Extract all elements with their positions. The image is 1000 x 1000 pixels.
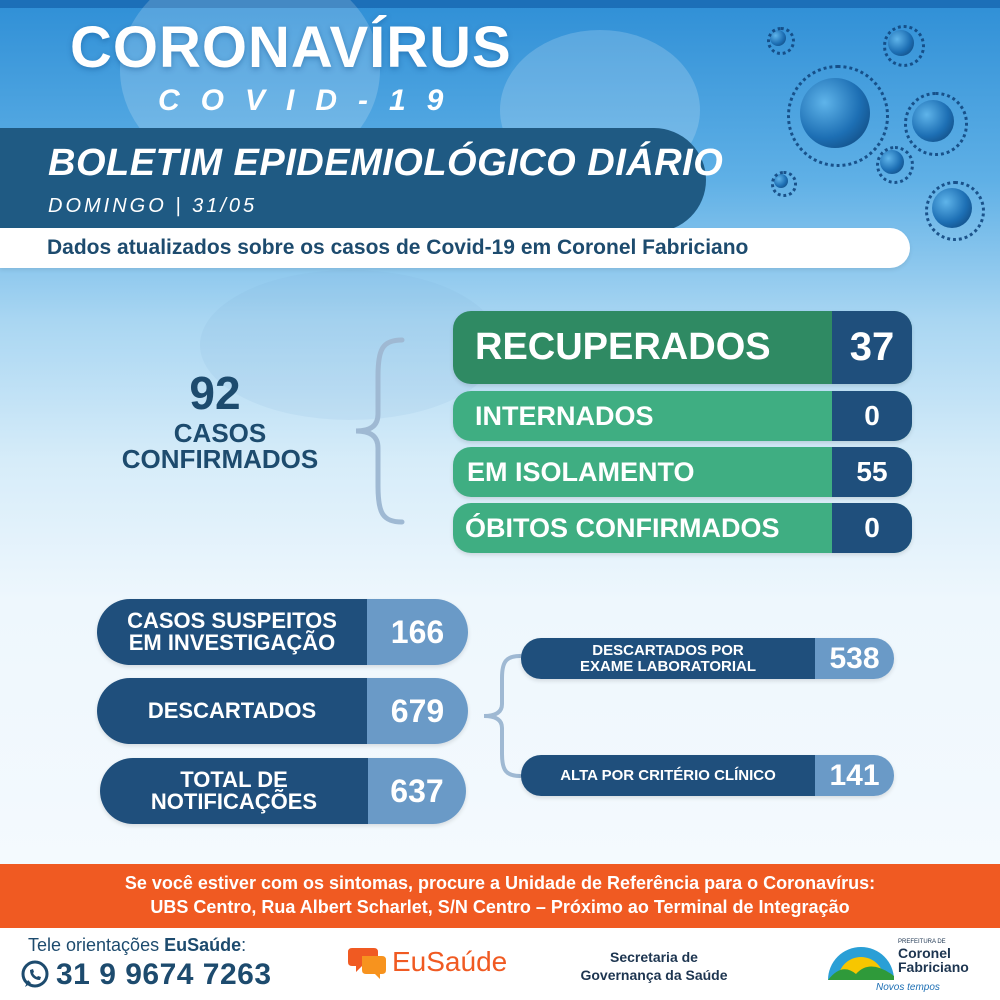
- summary-label: [100, 758, 368, 824]
- prefeitura-line2: Fabriciano: [898, 959, 969, 975]
- tele-suffix: :: [241, 935, 247, 955]
- virus-icon: [912, 100, 954, 142]
- virus-icon: [770, 30, 786, 46]
- detail-value: 538: [815, 638, 894, 679]
- page-subtitle: COVID-19: [158, 84, 465, 117]
- summary-label-line2: NOTIFICAÇÕES: [150, 789, 318, 814]
- stat-obitos: [453, 503, 912, 553]
- whatsapp-icon: [20, 960, 50, 990]
- boletim-title: BOLETIM EPIDEMIOLÓGICO DIÁRIO: [48, 142, 724, 184]
- confirmed-label-line1: CASOS: [173, 418, 267, 448]
- stat-value: 55: [832, 447, 912, 497]
- alta-clinico: [521, 755, 894, 796]
- notice-line2: UBS Centro, Rua Albert Scharlet, S/N Centro – Próximo ao Terminal de Integração: [150, 897, 850, 917]
- stat-internados: [453, 391, 912, 441]
- descartados-laboratorial: [521, 638, 894, 679]
- tele-orientacoes: [28, 935, 246, 956]
- notice-line1: Se você estiver com os sintomas, procure a Unidade de Referência para o Coronavírus:: [124, 873, 876, 893]
- eusaude-logo: [348, 944, 507, 980]
- summary-notificacoes: [100, 758, 466, 824]
- summary-label-line2: EM INVESTIGAÇÃO: [128, 630, 336, 655]
- prefeitura-tagline: Novos tempos: [876, 982, 940, 993]
- detail-label: [521, 638, 815, 679]
- stat-label: RECUPERADOS: [475, 326, 771, 368]
- confirmed-label-line2: CONFIRMADOS: [121, 444, 319, 474]
- phone-row: [20, 958, 272, 992]
- virus-icon: [800, 78, 870, 148]
- summary-value: 637: [368, 758, 466, 824]
- summary-label-line1: CASOS SUSPEITOS: [127, 608, 337, 633]
- detail-label-line1: ALTA POR CRITÉRIO CLÍNICO: [560, 766, 776, 784]
- stat-label: INTERNADOS: [475, 400, 654, 431]
- brace-icon: [350, 336, 410, 526]
- brace-icon: [478, 652, 524, 780]
- boletim-date: DOMINGO | 31/05: [48, 195, 258, 217]
- secretaria-line2: Governança da Saúde: [580, 967, 728, 983]
- chat-bubble-icon: [348, 944, 388, 980]
- detail-label-line2: EXAME LABORATORIAL: [579, 657, 757, 675]
- summary-label: [97, 599, 367, 665]
- virus-icon: [932, 188, 972, 228]
- phone-number: 31 9 9674 7263: [56, 958, 272, 991]
- summary-value: 166: [367, 599, 468, 665]
- summary-label-line1: DESCARTADOS: [147, 698, 317, 723]
- eusaude-logo-text: EuSaúde: [392, 946, 508, 977]
- detail-label-line1: DESCARTADOS POR: [592, 641, 744, 659]
- stat-value: 0: [832, 391, 912, 441]
- page-title: CORONAVÍRUS: [70, 15, 512, 80]
- summary-value: 679: [367, 678, 468, 744]
- stat-value: 0: [832, 503, 912, 553]
- stat-label: EM ISOLAMENTO: [467, 456, 695, 487]
- virus-icon: [774, 174, 788, 188]
- prefeitura-line1: Coronel: [898, 945, 951, 961]
- summary-label: [97, 678, 367, 744]
- virus-icon: [880, 150, 904, 174]
- secretaria-line1: Secretaria de: [610, 949, 698, 965]
- prefeitura-name: [898, 946, 969, 974]
- detail-label: [521, 755, 815, 796]
- summary-descartados: [97, 678, 468, 744]
- stat-value: 37: [832, 311, 912, 384]
- stat-isolamento: [453, 447, 912, 497]
- dados-text: Dados atualizados sobre os casos de Covid-19 em Coronel Fabriciano: [47, 236, 749, 259]
- tele-brand: EuSaúde: [164, 935, 242, 955]
- stat-recuperados: [453, 311, 912, 384]
- prefeitura-small-label: PREFEITURA DE: [898, 939, 946, 945]
- secretaria-text: [574, 948, 734, 984]
- confirmed-label: [100, 420, 340, 472]
- summary-suspeitos: [97, 599, 468, 665]
- virus-icon: [888, 30, 914, 56]
- detail-value: 141: [815, 755, 894, 796]
- tele-prefix: Tele orientações: [28, 935, 165, 955]
- confirmed-count: 92: [189, 367, 241, 419]
- summary-label-line1: TOTAL DE: [180, 767, 288, 792]
- prefeitura-logo-icon: [826, 932, 896, 984]
- stat-label: ÓBITOS CONFIRMADOS: [465, 512, 780, 543]
